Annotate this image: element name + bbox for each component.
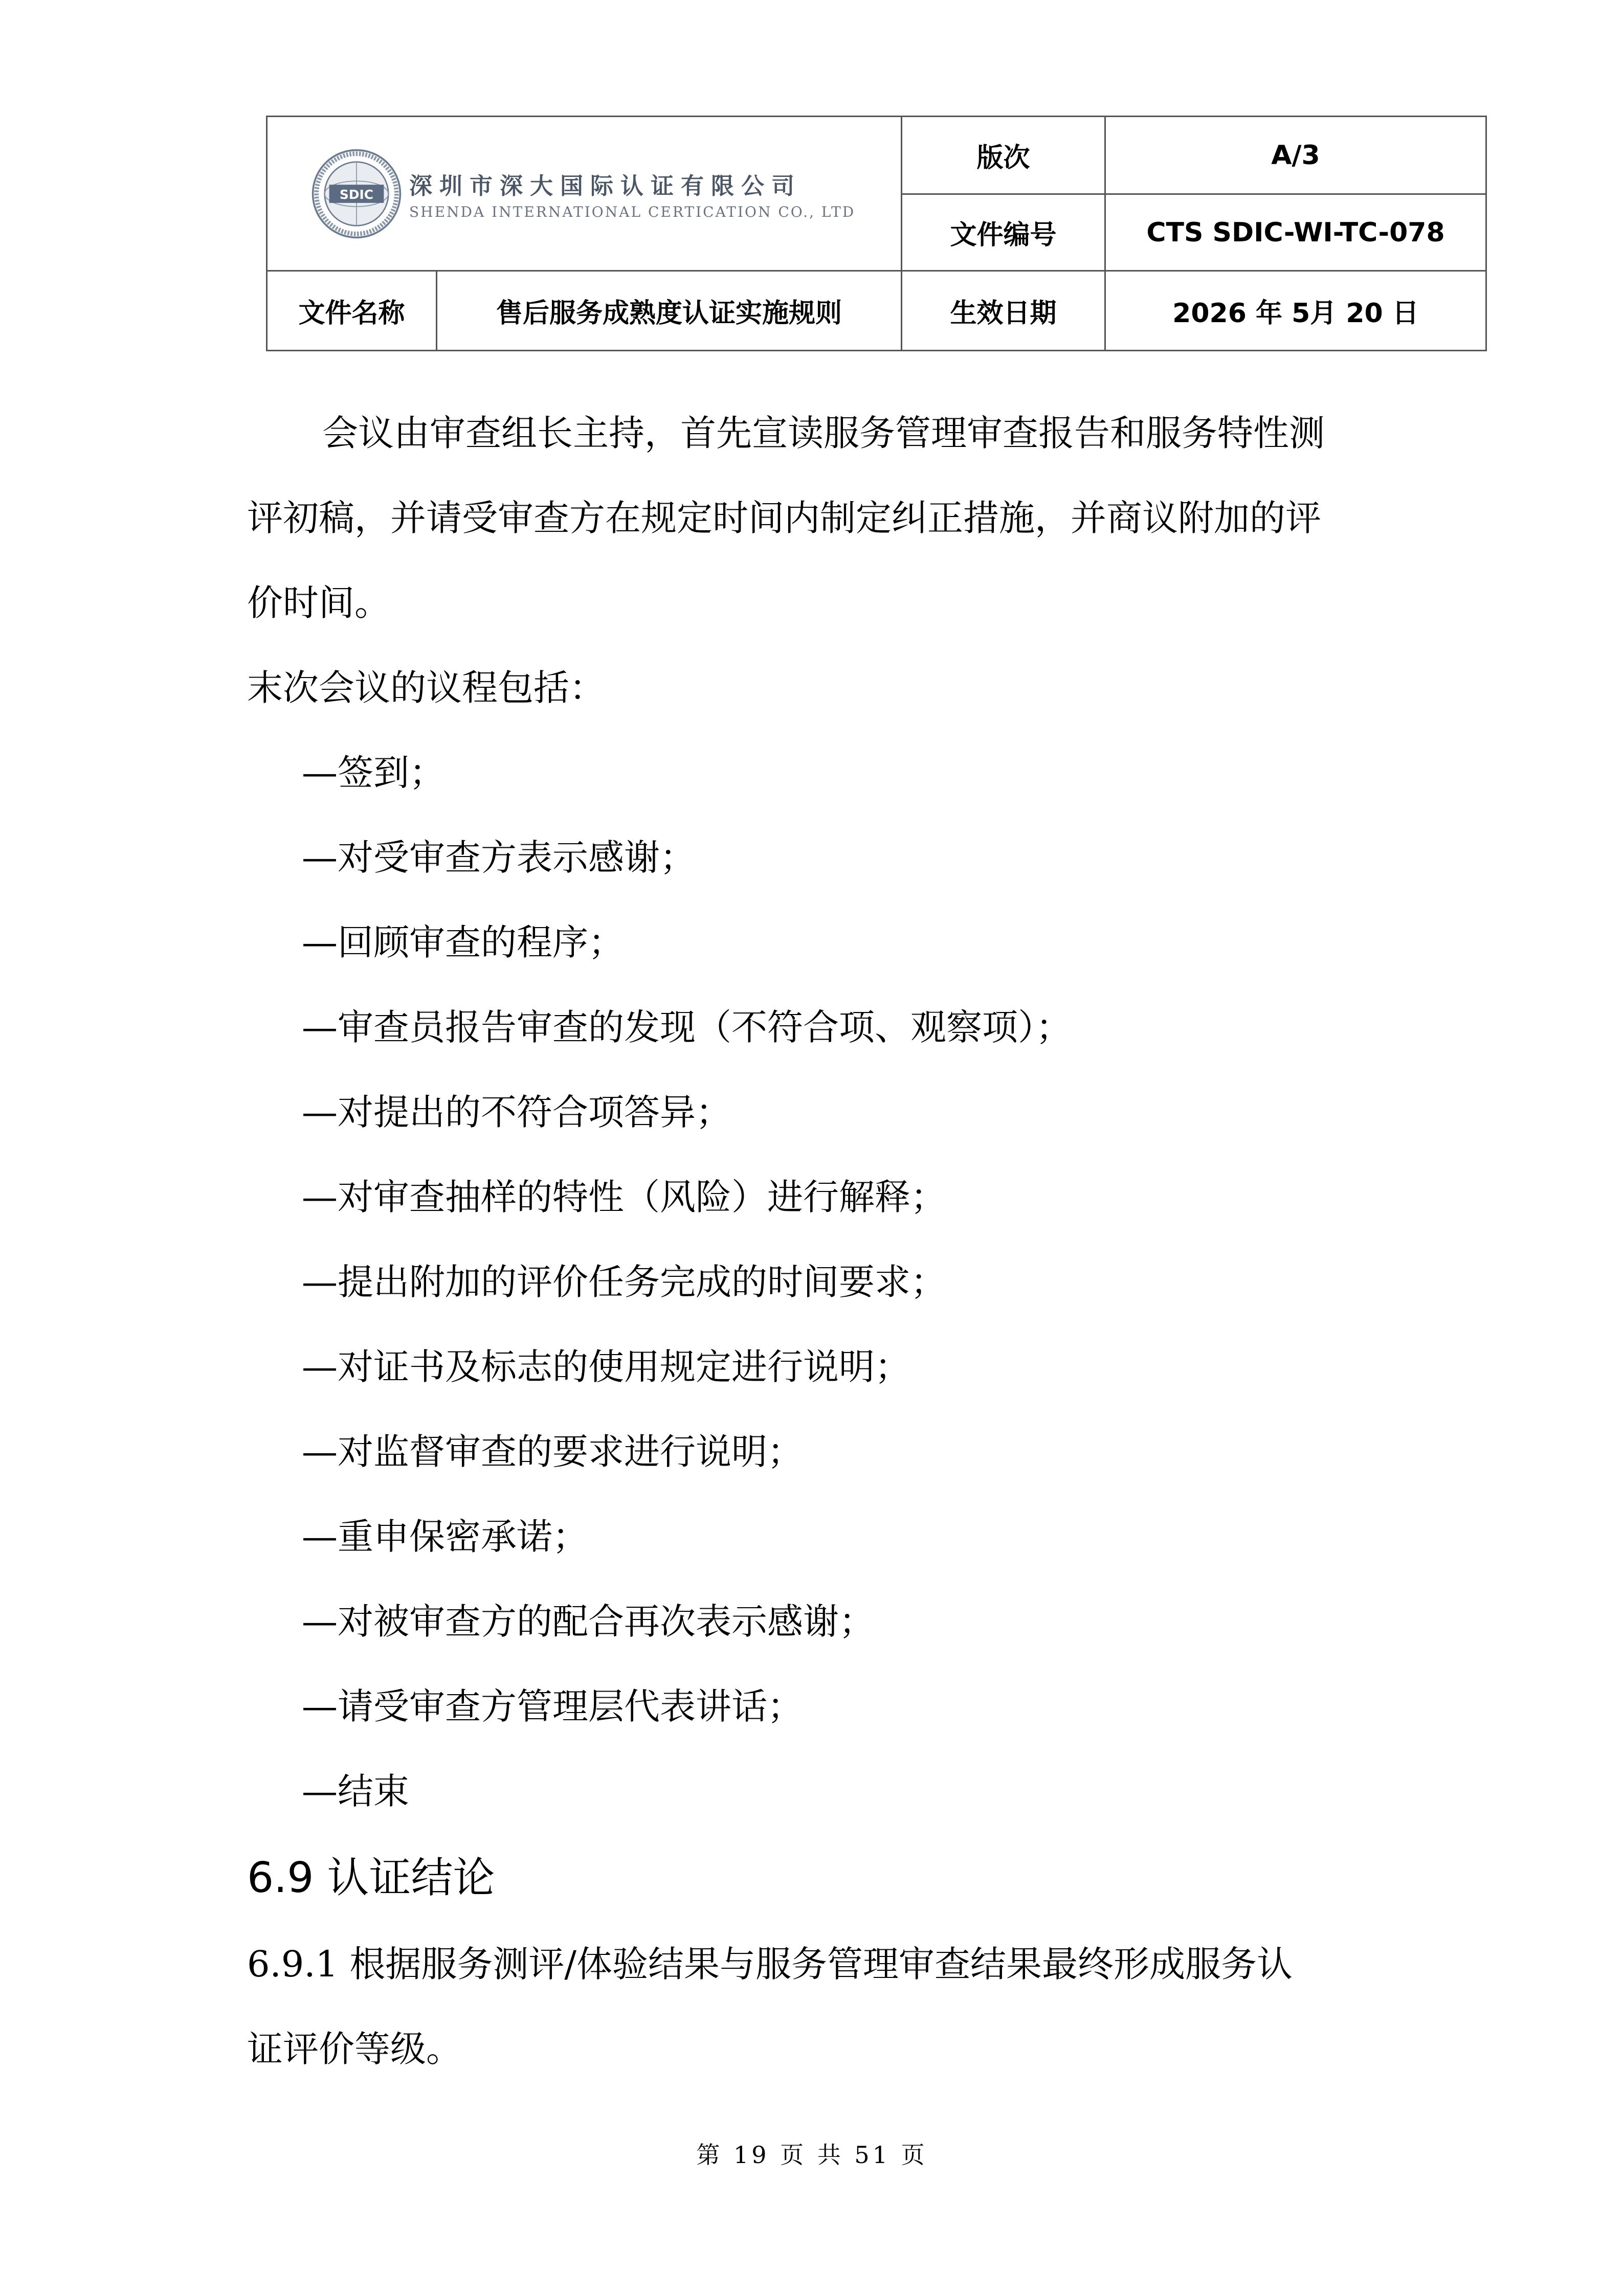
version-value: A/3 bbox=[1105, 117, 1486, 194]
agenda-item: —对证书及标志的使用规定进行说明； bbox=[302, 1346, 910, 1388]
agenda-item: —提出附加的评价任务完成的时间要求； bbox=[302, 1261, 946, 1303]
agenda-item: —对提出的不符合项答异； bbox=[302, 1091, 731, 1133]
agenda-item: —审查员报告审查的发现（不符合项、观察项）； bbox=[302, 1006, 1072, 1048]
agenda-item: —回顾审查的程序； bbox=[302, 921, 624, 963]
company-name-cn: 深圳市深大国际认证有限公司 bbox=[409, 172, 802, 199]
company-name-en: SHENDA INTERNATIONAL CERTICATION CO., LTD bbox=[409, 203, 856, 220]
paragraph-line: 价时间。 bbox=[247, 582, 390, 624]
section-heading: 6.9 认证结论 bbox=[247, 1854, 495, 1902]
document-header-table bbox=[266, 116, 1487, 351]
agenda-item: —对被审查方的配合再次表示感谢； bbox=[302, 1601, 875, 1642]
company-seal-logo bbox=[311, 148, 402, 239]
doc-number-label: 文件编号 bbox=[902, 194, 1105, 271]
agenda-item: —对监督审查的要求进行说明； bbox=[302, 1431, 803, 1473]
doc-name-label: 文件名称 bbox=[267, 271, 437, 351]
company-logo-cell bbox=[267, 117, 902, 271]
paragraph-line: 评初稿，并请受审查方在规定时间内制定纠正措施，并商议附加的评 bbox=[247, 497, 1321, 539]
doc-name-value: 售后服务成熟度认证实施规则 bbox=[437, 271, 902, 351]
doc-number-value: CTS SDIC-WI-TC-078 bbox=[1105, 194, 1486, 271]
clause-line: 证评价等级。 bbox=[247, 2028, 462, 2070]
agenda-intro: 末次会议的议程包括： bbox=[247, 667, 605, 709]
logo-text: SDIC bbox=[339, 187, 374, 202]
effective-date-label: 生效日期 bbox=[902, 271, 1105, 351]
agenda-item: —对受审查方表示感谢； bbox=[302, 837, 696, 879]
agenda-item: —重申保密承诺； bbox=[302, 1516, 588, 1558]
clause-line: 6.9.1 根据服务测评/体验结果与服务管理审查结果最终形成服务认 bbox=[247, 1943, 1293, 1985]
page-number-footer: 第 19 页 共 51 页 bbox=[696, 2141, 928, 2169]
version-label: 版次 bbox=[902, 117, 1105, 194]
effective-date-value: 2026 年 5月 20 日 bbox=[1105, 271, 1486, 351]
agenda-item: —请受审查方管理层代表讲话； bbox=[302, 1685, 803, 1727]
paragraph-line: 会议由审查组长主持，首先宣读服务管理审查报告和服务特性测 bbox=[322, 412, 1325, 454]
agenda-item: —签到； bbox=[302, 752, 445, 794]
agenda-item: —结束 bbox=[302, 1770, 409, 1812]
agenda-item: —对审查抽样的特性（风险）进行解释； bbox=[302, 1176, 946, 1218]
